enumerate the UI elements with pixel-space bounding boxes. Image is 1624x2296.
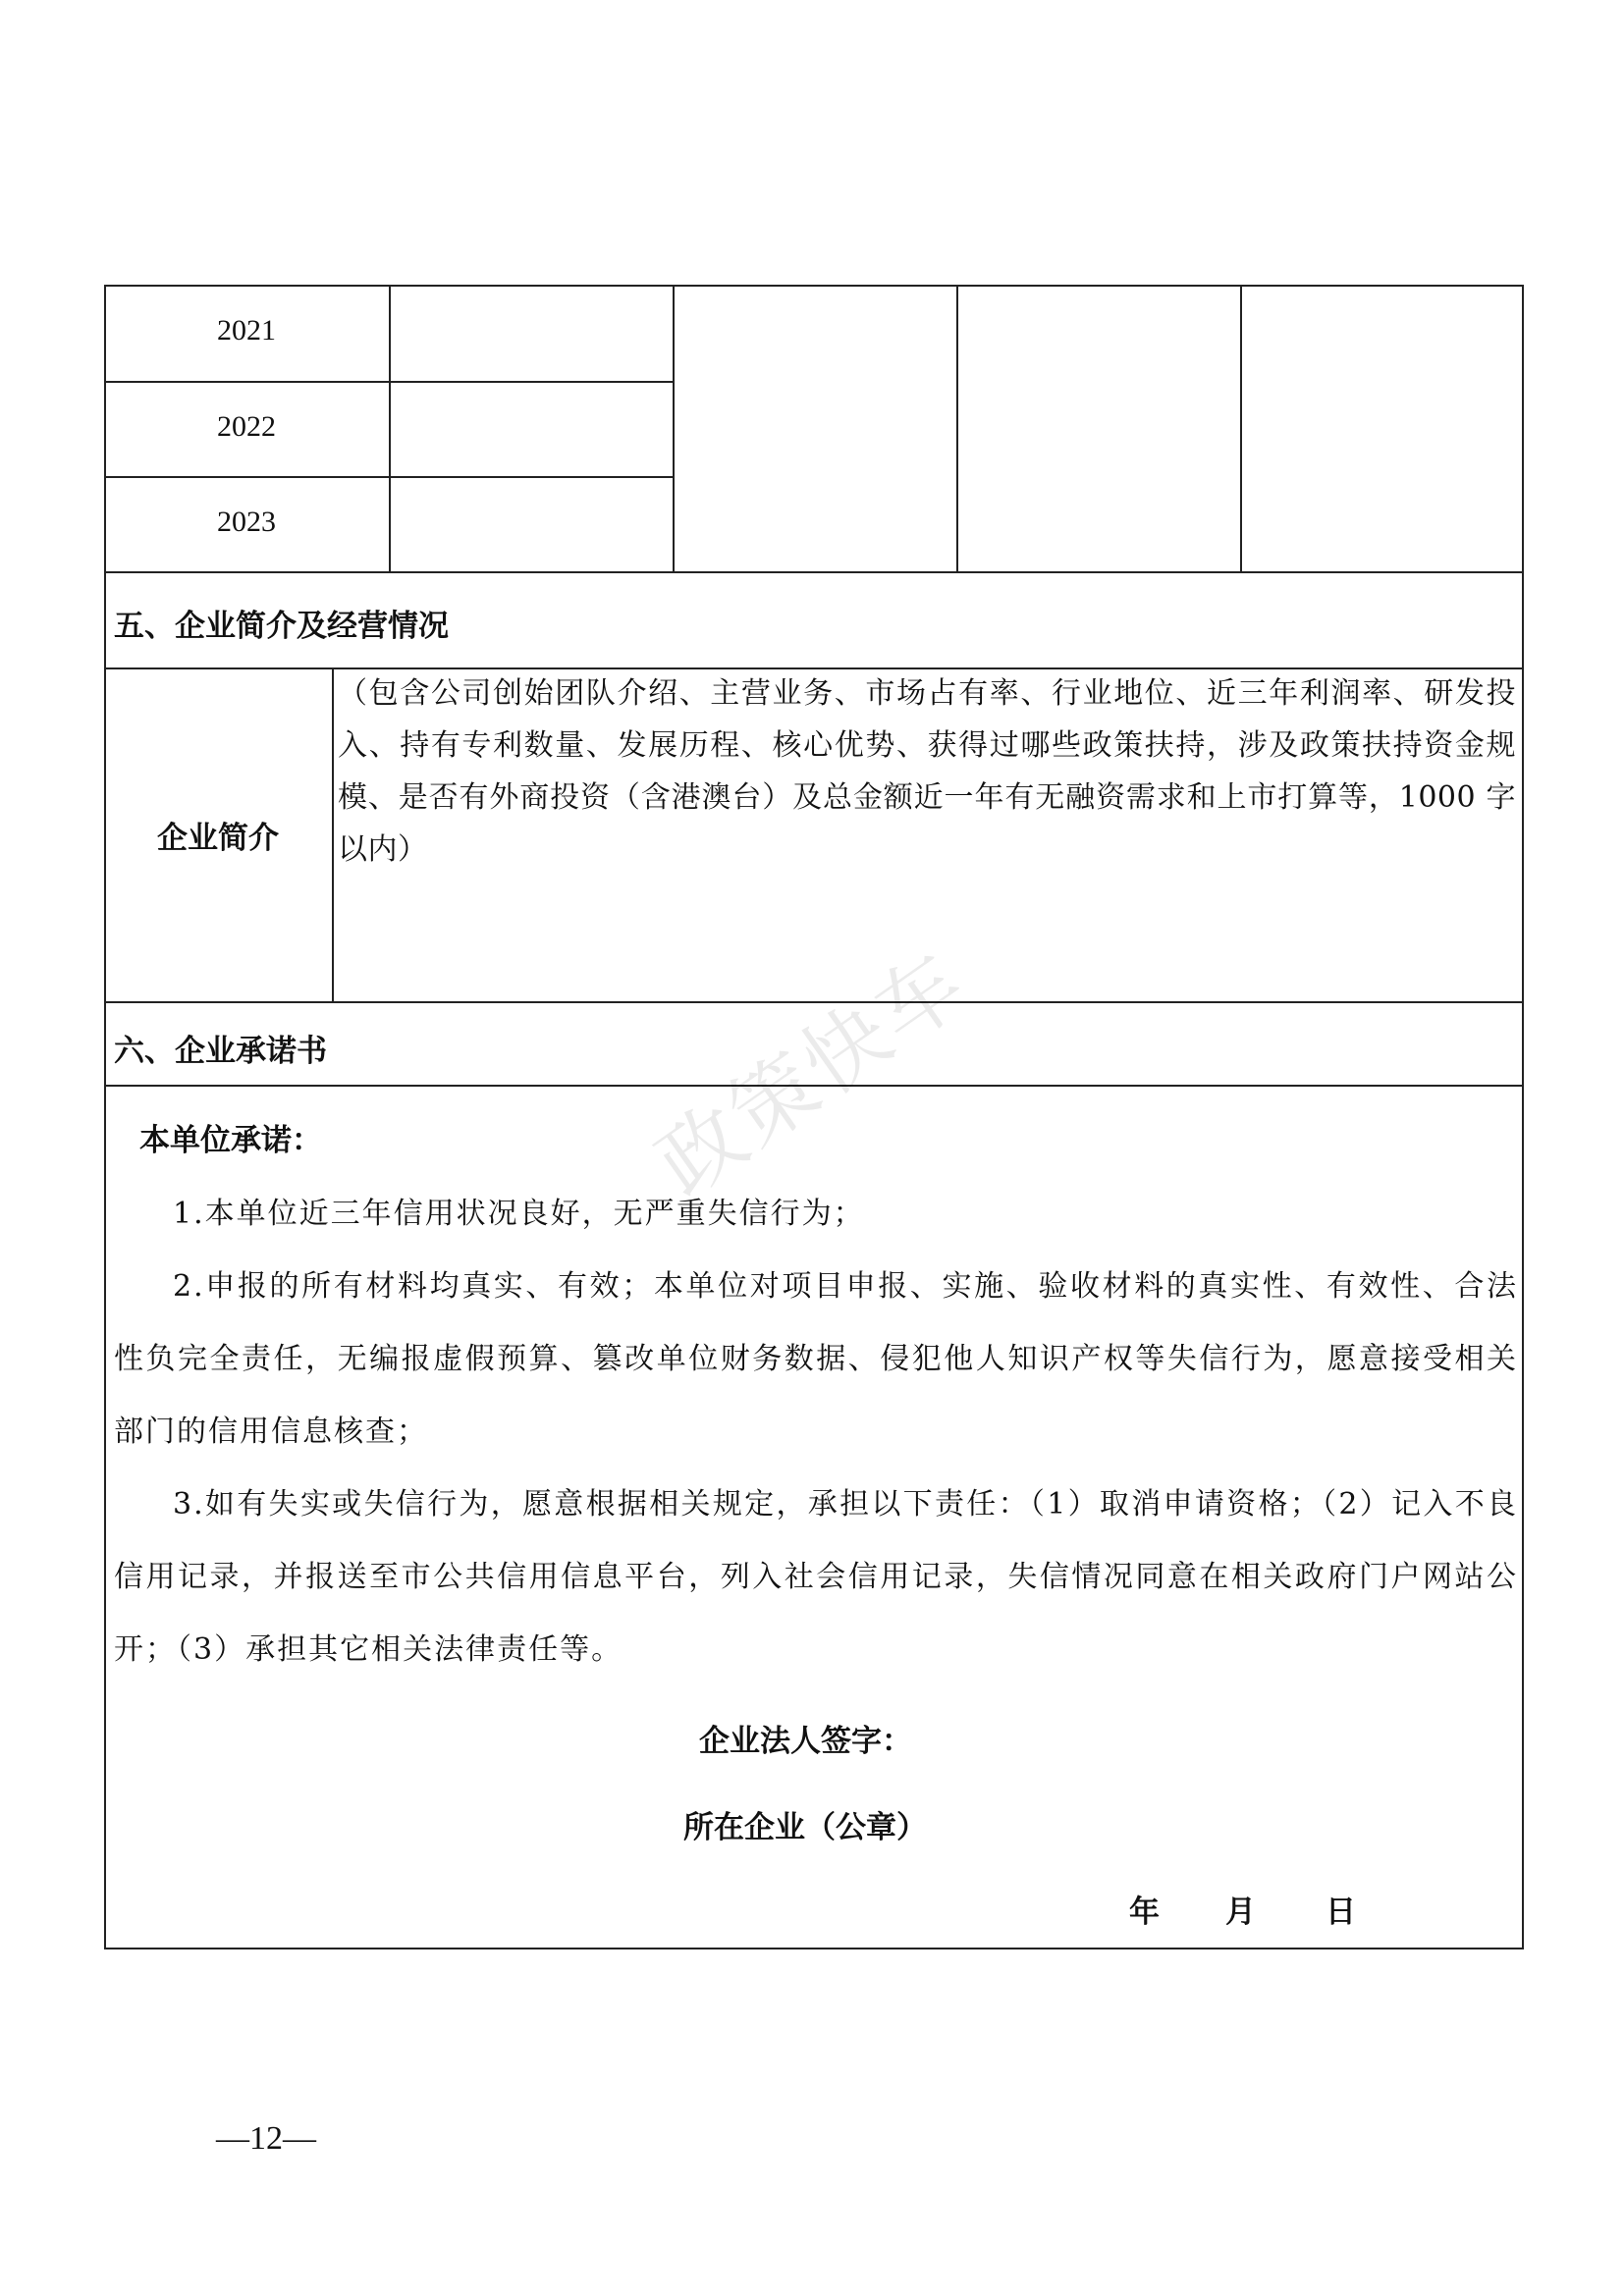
col-divider — [956, 285, 958, 571]
col-divider — [1240, 285, 1242, 571]
date-month: 月 — [1225, 1895, 1256, 1930]
pledge-item-2: 2.申报的所有材料均真实、有效；本单位对项目申报、实施、验收材料的真实性、有效性、合法性负完全责任，无编报虚假预算、篡改单位财务数据、侵犯他人知识产权等失信行为，愿意接受相关部门的信用信息核查； — [114, 1269, 1518, 1449]
col-divider — [332, 667, 334, 1001]
company-seal-label: 所在企业（公章） — [683, 1810, 927, 1845]
page-number: —12— — [216, 2120, 316, 2157]
col-divider — [389, 285, 391, 571]
pledge-intro: 本单位承诺： — [139, 1123, 322, 1158]
year-cell: 2022 — [217, 410, 276, 443]
pledge-item-1: 1.本单位近三年信用状况良好，无严重失信行为； — [173, 1197, 865, 1231]
year-cell: 2021 — [217, 314, 276, 347]
section6-heading: 六、企业承诺书 — [114, 1034, 327, 1069]
date-day: 日 — [1326, 1895, 1356, 1930]
date-year: 年 — [1129, 1895, 1160, 1930]
legal-rep-signature-label: 企业法人签字： — [699, 1724, 912, 1759]
section-divider — [104, 571, 1524, 573]
company-intro-label: 企业简介 — [157, 821, 279, 856]
year-cell: 2023 — [217, 506, 276, 538]
pledge-item-3: 3.如有失实或失信行为，愿意根据相关规定，承担以下责任：（1）取消申请资格；（2）记入不良信用记录，并报送至市公共信用信息平台，列入社会信用记录，失信情况同意在相关政府门户网站公开；（3）承担其它相关法律责任等。 — [114, 1487, 1518, 1667]
company-intro-instructions: （包含公司创始团队介绍、主营业务、市场占有率、行业地位、近三年利润率、研发投入、持有专利数量、发展历程、核心优势、获得过哪些政策扶持，涉及政策扶持资金规模、是否有外商投资（含港澳台）及总金额近一年有无融资需求和上市打算等，1000 字以内） — [338, 676, 1516, 867]
watermark: 政策快车 — [639, 932, 986, 1216]
section5-heading: 五、企业简介及经营情况 — [114, 609, 449, 644]
col-divider — [673, 285, 675, 571]
